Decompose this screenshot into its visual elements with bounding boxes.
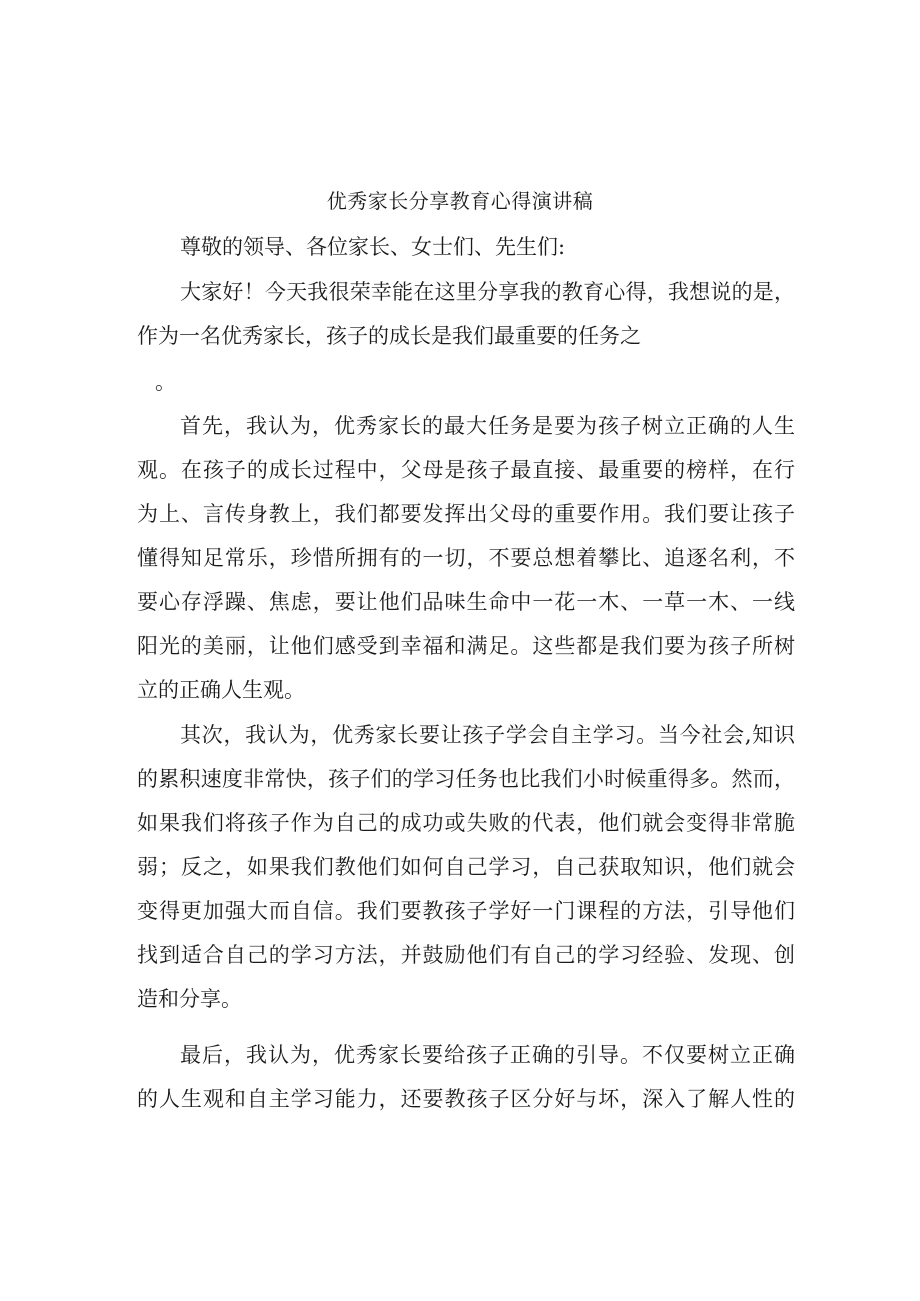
paragraph-line: 其次，我认为，优秀家长要让孩子学会自主学习。当今社会,知识: [180, 723, 795, 747]
paragraph-line: 立的正确人生观。: [137, 678, 305, 702]
paragraph-line: 的累积速度非常快，孩子们的学习任务也比我们小时候重得多。然而，: [137, 767, 795, 791]
paragraph-line: 观。在孩子的成长过程中，父母是孩子最直接、最重要的榜样，在行: [137, 458, 795, 482]
paragraph-line: 懂得知足常乐，珍惜所拥有的一切，不要总想着攀比、追逐名利，不: [137, 546, 795, 570]
paragraph-line: 找到适合自己的学习方法，并鼓励他们有自己的学习经验、发现、创: [137, 943, 795, 967]
paragraph-line: 最后，我认为，优秀家长要给孩子正确的引导。不仅要树立正确: [180, 1043, 795, 1067]
paragraph-line: 弱；反之，如果我们教他们如何自己学习，自己获取知识，他们就会: [137, 855, 795, 879]
document-title: 优秀家长分享教育心得演讲稿: [326, 189, 594, 213]
paragraph-line: 的人生观和自主学习能力，还要教孩子区分好与坏，深入了解人性的: [137, 1087, 795, 1111]
paragraph-line: 大家好！今天我很荣幸能在这里分享我的教育心得，我想说的是，: [180, 280, 795, 304]
paragraph-line: 首先，我认为，优秀家长的最大任务是要为孩子树立正确的人生: [180, 414, 795, 438]
paragraph-line: 为上、言传身教上，我们都要发挥出父母的重要作用。我们要让孩子: [137, 502, 795, 526]
paragraph-line: 造和分享。: [137, 987, 242, 1011]
paragraph-line: 如果我们将孩子作为自己的成功或失败的代表，他们就会变得非常脆: [137, 811, 795, 835]
paragraph-line: 变得更加强大而自信。我们要教孩子学好一门课程的方法，引导他们: [137, 899, 795, 923]
paragraph-line: 作为一名优秀家长，孩子的成长是我们最重要的任务之: [137, 324, 641, 348]
salutation: 尊敬的领导、各位家长、女士们、先生们:: [180, 235, 566, 259]
paragraph-line: 阳光的美丽，让他们感受到幸福和满足。这些都是我们要为孩子所树: [137, 634, 795, 658]
paragraph-line: 要心存浮躁、焦虑，要让他们品味生命中一花一木、一草一木、一线: [137, 590, 795, 614]
paragraph-line: 。: [155, 370, 176, 394]
